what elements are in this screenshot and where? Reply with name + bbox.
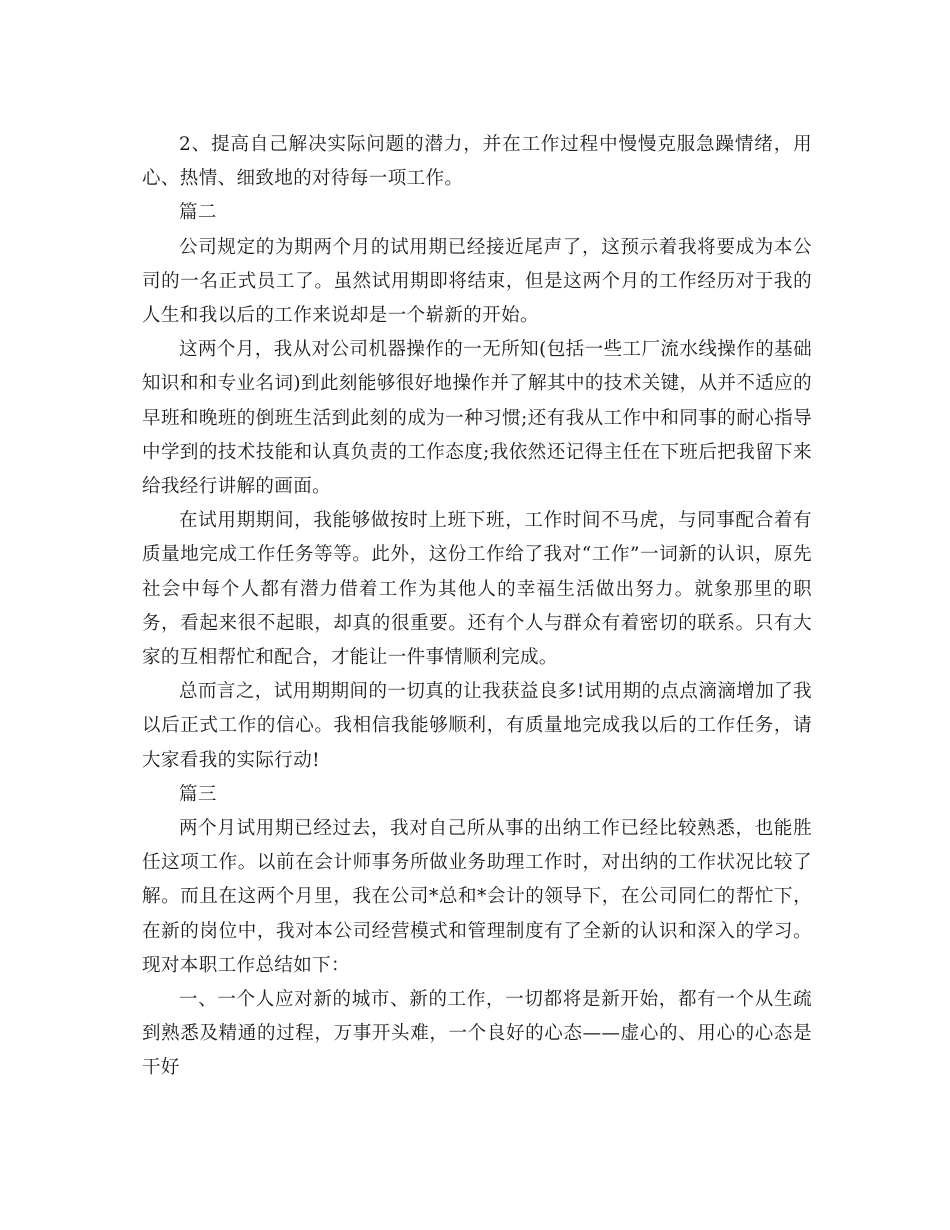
paragraph-cashier-intro: 两个月试用期已经过去，我对自己所从事的出纳工作已经比较熟悉，也能胜任这项工作。以前在会计师事务所做业务助理工作时，对出纳的工作状况比较了解。而且在这两个月里，我在公司*总和*会计的领导下，在公司同仁的帮忙下，在新的岗位中，我对本公司经营模式和管理制度有了全新的认识和深入的学习。现对本职工作总结如下： — [142, 818, 812, 976]
paragraph-probation-performance: 在试用期期间，我能够做按时上班下班，工作时间不马虎，与同事配合着有质量地完成工作任务等等。此外，这份工作给了我对“工作”一词新的认识，原先社会中每个人都有潜力借着工作为其他人的幸福生活做出努力。就象那里的职务，看起来很不起眼，却真的很重要。还有个人与群众有着密切的联系。只有大家的互相帮忙和配合，才能让一件事情顺利完成。 — [142, 510, 812, 669]
paragraph-point-one: 一、一个人应对新的城市、新的工作，一切都将是新开始，都有一个从生疏到熟悉及精通的过程，万事开头难，一个良好的心态——虚心的、用心的心态是干好 — [142, 989, 812, 1079]
paragraph-point-2: 2、提高自己解决实际问题的潜力，并在工作过程中慢慢克服急躁情绪，用心、热情、细致地的对待每一项工作。 — [142, 134, 812, 190]
paragraph-two-months-learning: 这两个月，我从对公司机器操作的一无所知(包括一些工厂流水线操作的基础知识和和专业名词)到此刻能够很好地操作并了解其中的技术关键，从并不适应的早班和晚班的倒班生活到此刻的成为一种习惯;还有我从工作中和同事的耐心指导中学到的技术技能和认真负责的工作态度;我依然还记得主任在下班后把我留下来给我经行讲解的画面。 — [142, 339, 812, 498]
paragraph-conclusion: 总而言之，试用期期间的一切真的让我获益良多!试用期的点点滴滴增加了我以后正式工作的信心。我相信我能够顺利，有质量地完成我以后的工作任务，请大家看我的实际行动! — [142, 681, 812, 771]
section-heading-part-3: 篇三 — [179, 783, 217, 805]
paragraph-probation-ending: 公司规定的为期两个月的试用期已经接近尾声了，这预示着我将要成为本公司的一名正式员工了。虽然试用期即将结束，但是这两个月的工作经历对于我的人生和我以后的工作来说却是一个崭新的开始。 — [142, 236, 812, 327]
document-body — [142, 128, 812, 1086]
section-heading-part-2: 篇二 — [179, 202, 217, 224]
